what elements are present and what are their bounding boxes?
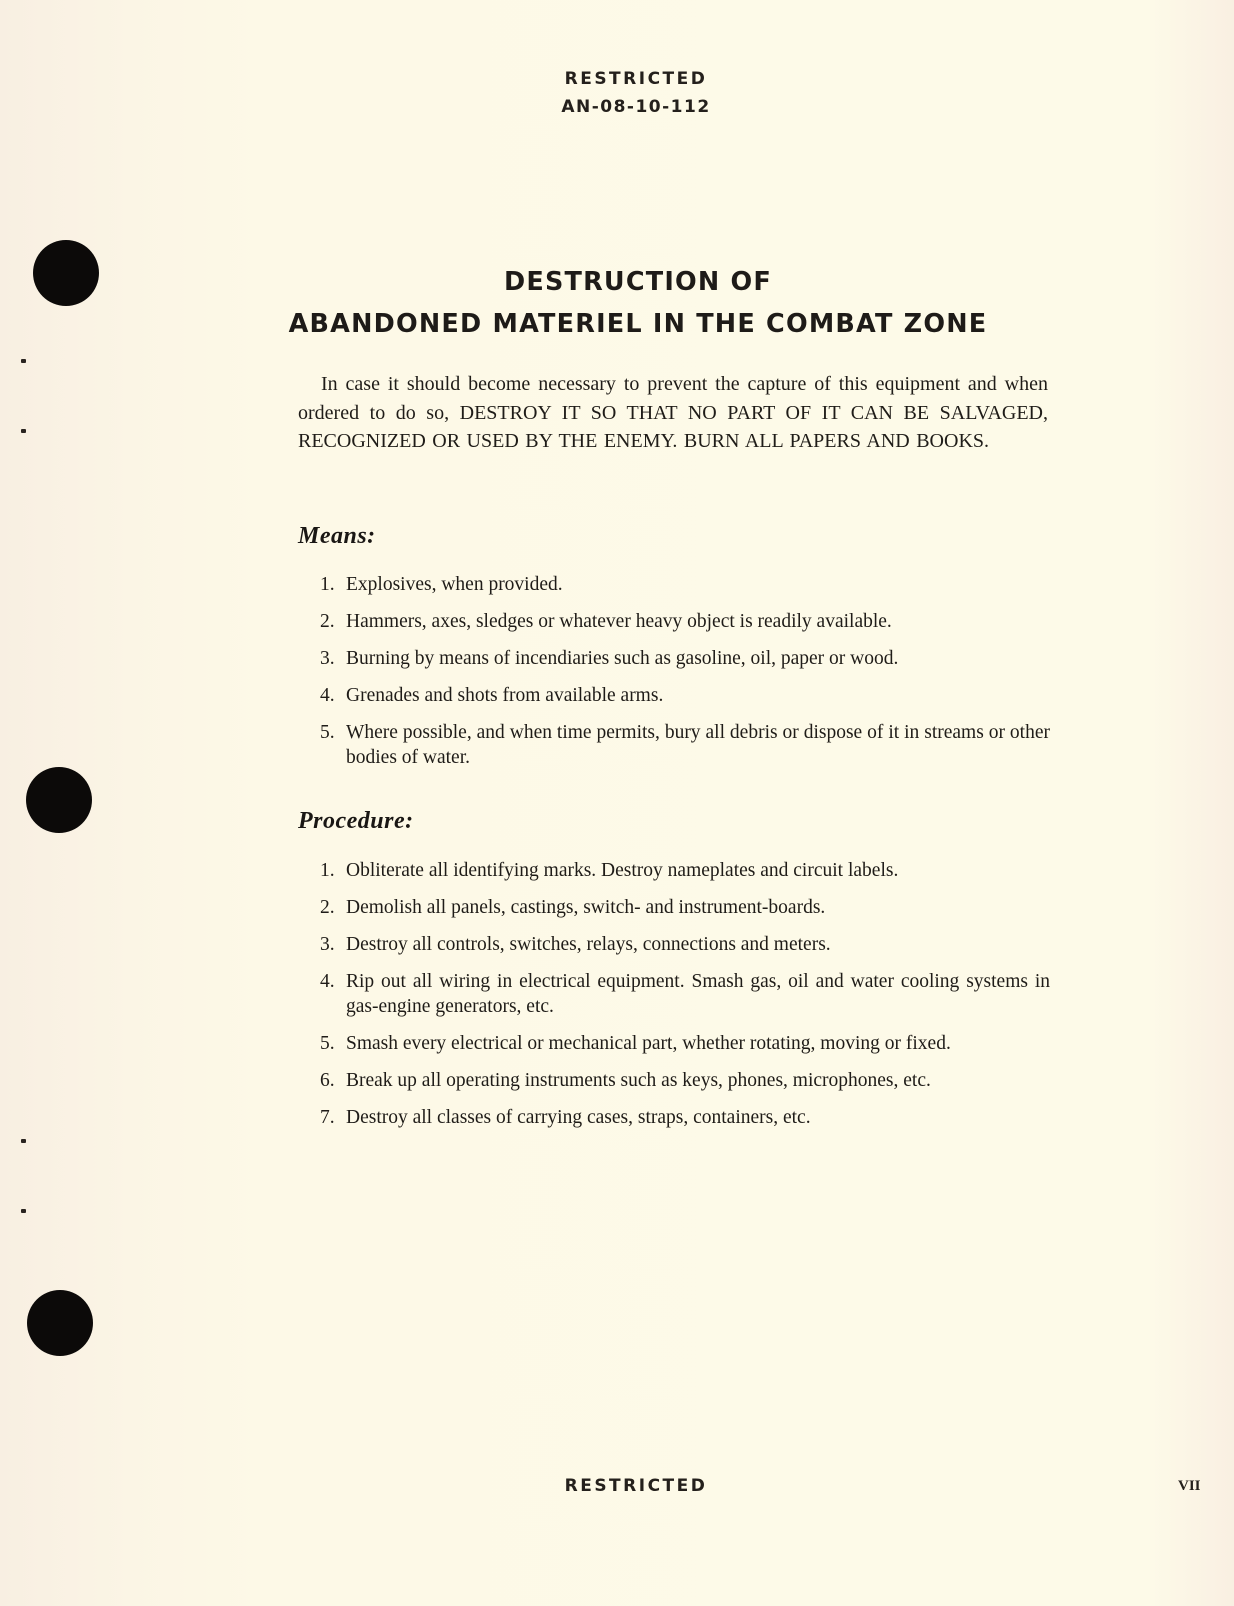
item-text: Rip out all wiring in electrical equipment. Smash gas, oil and water cooling systems in gas-engine generators, etc. [346, 971, 1050, 1017]
header-classification: RESTRICTED [564, 69, 708, 89]
item-text: Demolish all panels, castings, switch- and instrument-boards. [346, 897, 826, 918]
list-item [298, 683, 1050, 708]
intro-paragraph: In case it should become necessary to prevent the capture of this equipment and when ordered to do so, DESTROY IT SO THAT NO PART OF IT CAN BE SALVAGED, RECOGNIZED OR USED BY THE ENEMY. BURN ALL PAPERS AND BOOKS. [298, 373, 1048, 452]
punch-hole-bottom [27, 1290, 93, 1356]
item-text: Where possible, and when time permits, bury all debris or dispose of it in streams or other bodies of water. [346, 722, 1050, 768]
procedure-list [298, 858, 1050, 1142]
item-number: 6. [320, 1070, 335, 1091]
title-line-2: ABANDONED MATERIEL IN THE COMBAT ZONE [288, 309, 988, 339]
item-text: Obliterate all identifying marks. Destroy nameplates and circuit labels. [346, 860, 899, 881]
procedure-heading: Procedure: [298, 808, 414, 834]
item-text: Burning by means of incendiaries such as gasoline, oil, paper or wood. [346, 648, 899, 669]
item-number: 4. [320, 685, 335, 706]
item-number: 2. [320, 897, 335, 918]
list-item [298, 858, 1050, 883]
item-number: 5. [320, 1033, 335, 1054]
margin-speck [21, 359, 26, 363]
page-number: VII [1178, 1478, 1201, 1494]
means-list [298, 572, 1050, 782]
margin-speck [21, 1139, 26, 1143]
footer-classification: RESTRICTED [564, 1476, 708, 1496]
item-number: 7. [320, 1107, 335, 1128]
list-item [298, 969, 1050, 1019]
item-number: 4. [320, 971, 335, 992]
item-number: 1. [320, 574, 335, 595]
list-item [298, 646, 1050, 671]
item-text: Destroy all controls, switches, relays, connections and meters. [346, 934, 831, 955]
item-number: 1. [320, 860, 335, 881]
list-item [298, 1031, 1050, 1056]
title-line-1: DESTRUCTION OF [503, 267, 773, 297]
item-number: 3. [320, 934, 335, 955]
margin-speck [21, 1209, 26, 1213]
list-item [298, 1105, 1050, 1130]
item-text: Break up all operating instruments such as keys, phones, microphones, etc. [346, 1070, 931, 1091]
list-item [298, 609, 1050, 634]
item-text: Destroy all classes of carrying cases, straps, containers, etc. [346, 1107, 811, 1128]
list-item [298, 1068, 1050, 1093]
means-heading: Means: [298, 523, 376, 549]
margin-speck [21, 429, 26, 433]
list-item [298, 720, 1050, 770]
item-text: Grenades and shots from available arms. [346, 685, 664, 706]
punch-hole-middle [26, 767, 92, 833]
item-text: Explosives, when provided. [346, 574, 563, 595]
list-item [298, 895, 1050, 920]
page-title [0, 262, 1234, 346]
list-item [298, 932, 1050, 957]
item-number: 3. [320, 648, 335, 669]
list-item [298, 572, 1050, 597]
page-header [0, 66, 1234, 122]
item-number: 2. [320, 611, 335, 632]
item-text: Hammers, axes, sledges or whatever heavy object is readily available. [346, 611, 892, 632]
item-number: 5. [320, 722, 335, 743]
item-text: Smash every electrical or mechanical part, whether rotating, moving or fixed. [346, 1033, 951, 1054]
document-number: AN-08-10-112 [561, 97, 711, 117]
